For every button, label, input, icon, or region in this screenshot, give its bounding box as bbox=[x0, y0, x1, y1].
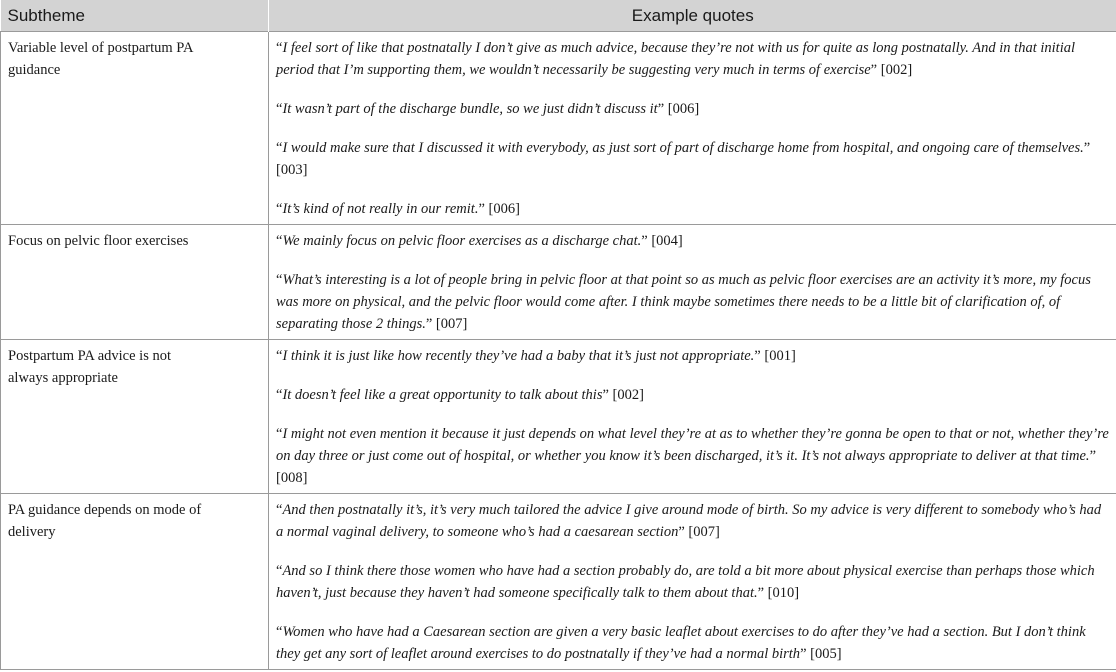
quote-paragraph bbox=[276, 98, 1110, 120]
quotes-column-header: Example quotes bbox=[269, 0, 1116, 32]
participant-ref: [002] bbox=[612, 387, 644, 403]
close-quote-mark: ” bbox=[1089, 448, 1096, 464]
close-quote-mark: ” bbox=[641, 233, 648, 249]
participant-ref: [002] bbox=[880, 62, 913, 78]
subtheme-label: PA guidance depends on mode of delivery bbox=[8, 502, 202, 540]
quote-text: It wasn’t part of the discharge bundle, so we just didn’t discuss it bbox=[282, 101, 658, 117]
subtheme-cell bbox=[1, 494, 269, 670]
table-header bbox=[1, 0, 1116, 32]
participant-ref: [008] bbox=[276, 470, 308, 486]
quote-paragraph bbox=[276, 269, 1110, 335]
open-quote-mark: “ bbox=[276, 624, 283, 640]
subtheme-cell bbox=[1, 340, 269, 494]
participant-ref: [006] bbox=[667, 101, 700, 117]
quote-text: Women who have had a Caesarean section are given a very basic leaflet about exercises to do after they’ve had a section. But I don’t think they get any sort of leaflet around exercises to do postnatally if they’ve had a normal birth bbox=[276, 624, 1086, 662]
quotes-cell bbox=[269, 32, 1116, 225]
quote-paragraph bbox=[276, 230, 1110, 252]
quote-paragraph bbox=[276, 384, 1110, 406]
close-quote-mark: ” bbox=[870, 62, 878, 78]
close-quote-mark: ” bbox=[425, 316, 433, 332]
open-quote-mark: “ bbox=[276, 426, 283, 442]
open-quote-mark: “ bbox=[276, 101, 283, 117]
quote-paragraph bbox=[276, 423, 1110, 489]
table-body bbox=[1, 32, 1116, 670]
open-quote-mark: “ bbox=[276, 272, 283, 288]
open-quote-mark: “ bbox=[276, 233, 283, 249]
table-row bbox=[1, 225, 1116, 340]
quotes-cell bbox=[269, 225, 1116, 340]
open-quote-mark: “ bbox=[276, 201, 283, 217]
participant-ref: [006] bbox=[488, 201, 520, 217]
participant-ref: [007] bbox=[435, 316, 468, 332]
quote-paragraph bbox=[276, 560, 1110, 604]
quote-text: And then postnatally it’s, it’s very much tailored the advice I give around mode of birth. So my advice is very different to somebody who’s had a normal vaginal delivery, to someone who’s had a caesarean section bbox=[276, 502, 1102, 540]
participant-ref: [007] bbox=[688, 524, 720, 540]
subtheme-column-header: Subtheme bbox=[1, 0, 269, 32]
close-quote-mark: ” bbox=[754, 348, 761, 364]
quotes-cell bbox=[269, 340, 1116, 494]
participant-ref: [001] bbox=[764, 348, 796, 364]
open-quote-mark: “ bbox=[276, 348, 283, 364]
quote-paragraph bbox=[276, 137, 1110, 181]
header-row bbox=[1, 0, 1116, 32]
quote-text: It doesn’t feel like a great opportunity to talk about this bbox=[282, 387, 603, 403]
close-quote-mark: ” bbox=[602, 387, 609, 403]
open-quote-mark: “ bbox=[276, 40, 283, 56]
quote-paragraph bbox=[276, 345, 1110, 367]
open-quote-mark: “ bbox=[276, 140, 283, 156]
subtheme-label: Variable level of postpartum PA guidance bbox=[8, 40, 193, 78]
participant-ref: [004] bbox=[651, 233, 683, 249]
subtheme-cell bbox=[1, 225, 269, 340]
quotes-cell bbox=[269, 494, 1116, 670]
close-quote-mark: ” bbox=[1083, 140, 1091, 156]
table-row bbox=[1, 32, 1116, 225]
quote-paragraph bbox=[276, 499, 1110, 543]
close-quote-mark: ” bbox=[800, 646, 807, 662]
close-quote-mark: ” bbox=[757, 585, 765, 601]
quote-text: We mainly focus on pelvic floor exercises as a discharge chat. bbox=[282, 233, 642, 249]
quote-text: I might not even mention it because it just depends on what level they’re at as to whether they’re gonna be open to that or not, whether they’re on day three or just come out of hospital, or whether you know it’s been discharged, it’s it. It’s not always appropriate to deliver at that time. bbox=[276, 426, 1109, 464]
table-row bbox=[1, 340, 1116, 494]
open-quote-mark: “ bbox=[276, 387, 283, 403]
quote-paragraph bbox=[276, 198, 1110, 220]
close-quote-mark: ” bbox=[678, 524, 685, 540]
quote-text: It’s kind of not really in our remit. bbox=[282, 201, 479, 217]
table-row bbox=[1, 494, 1116, 670]
quote-text: And so I think there those women who have had a section probably do, are told a bit more about physical exercise than perhaps those which haven’t, just because they haven’t had someone specifically talk to them about that. bbox=[276, 563, 1095, 601]
quote-text: What’s interesting is a lot of people bring in pelvic floor at that point so as much as pelvic floor exercises are an activity it’s more, my focus was more on physical, and the pelvic floor would come after. I think maybe sometimes there needs to be a little bit of clarification of, of separating those 2 things. bbox=[276, 272, 1091, 332]
participant-ref: [003] bbox=[276, 162, 308, 178]
quote-text: I think it is just like how recently they’ve had a baby that it’s just not appropriate. bbox=[282, 348, 755, 364]
close-quote-mark: ” bbox=[478, 201, 485, 217]
participant-ref: [010] bbox=[767, 585, 800, 601]
quote-paragraph bbox=[276, 37, 1110, 81]
open-quote-mark: “ bbox=[276, 563, 283, 579]
quote-paragraph bbox=[276, 621, 1110, 665]
subtheme-label: Postpartum PA advice is not always appropriate bbox=[8, 348, 171, 386]
participant-ref: [005] bbox=[810, 646, 842, 662]
quote-text: I feel sort of like that postnatally I don’t give as much advice, because they’re not with us for quite as long postnatally. And in that initial period that I’m supporting them, we wouldn’t necessarily be suggesting very much in terms of exercise bbox=[276, 40, 1076, 78]
open-quote-mark: “ bbox=[276, 502, 283, 518]
subtheme-label: Focus on pelvic floor exercises bbox=[8, 233, 189, 249]
quote-text: I would make sure that I discussed it with everybody, as just sort of part of discharge home from hospital, and ongoing care of themselves. bbox=[282, 140, 1084, 156]
close-quote-mark: ” bbox=[657, 101, 665, 117]
subtheme-cell bbox=[1, 32, 269, 225]
